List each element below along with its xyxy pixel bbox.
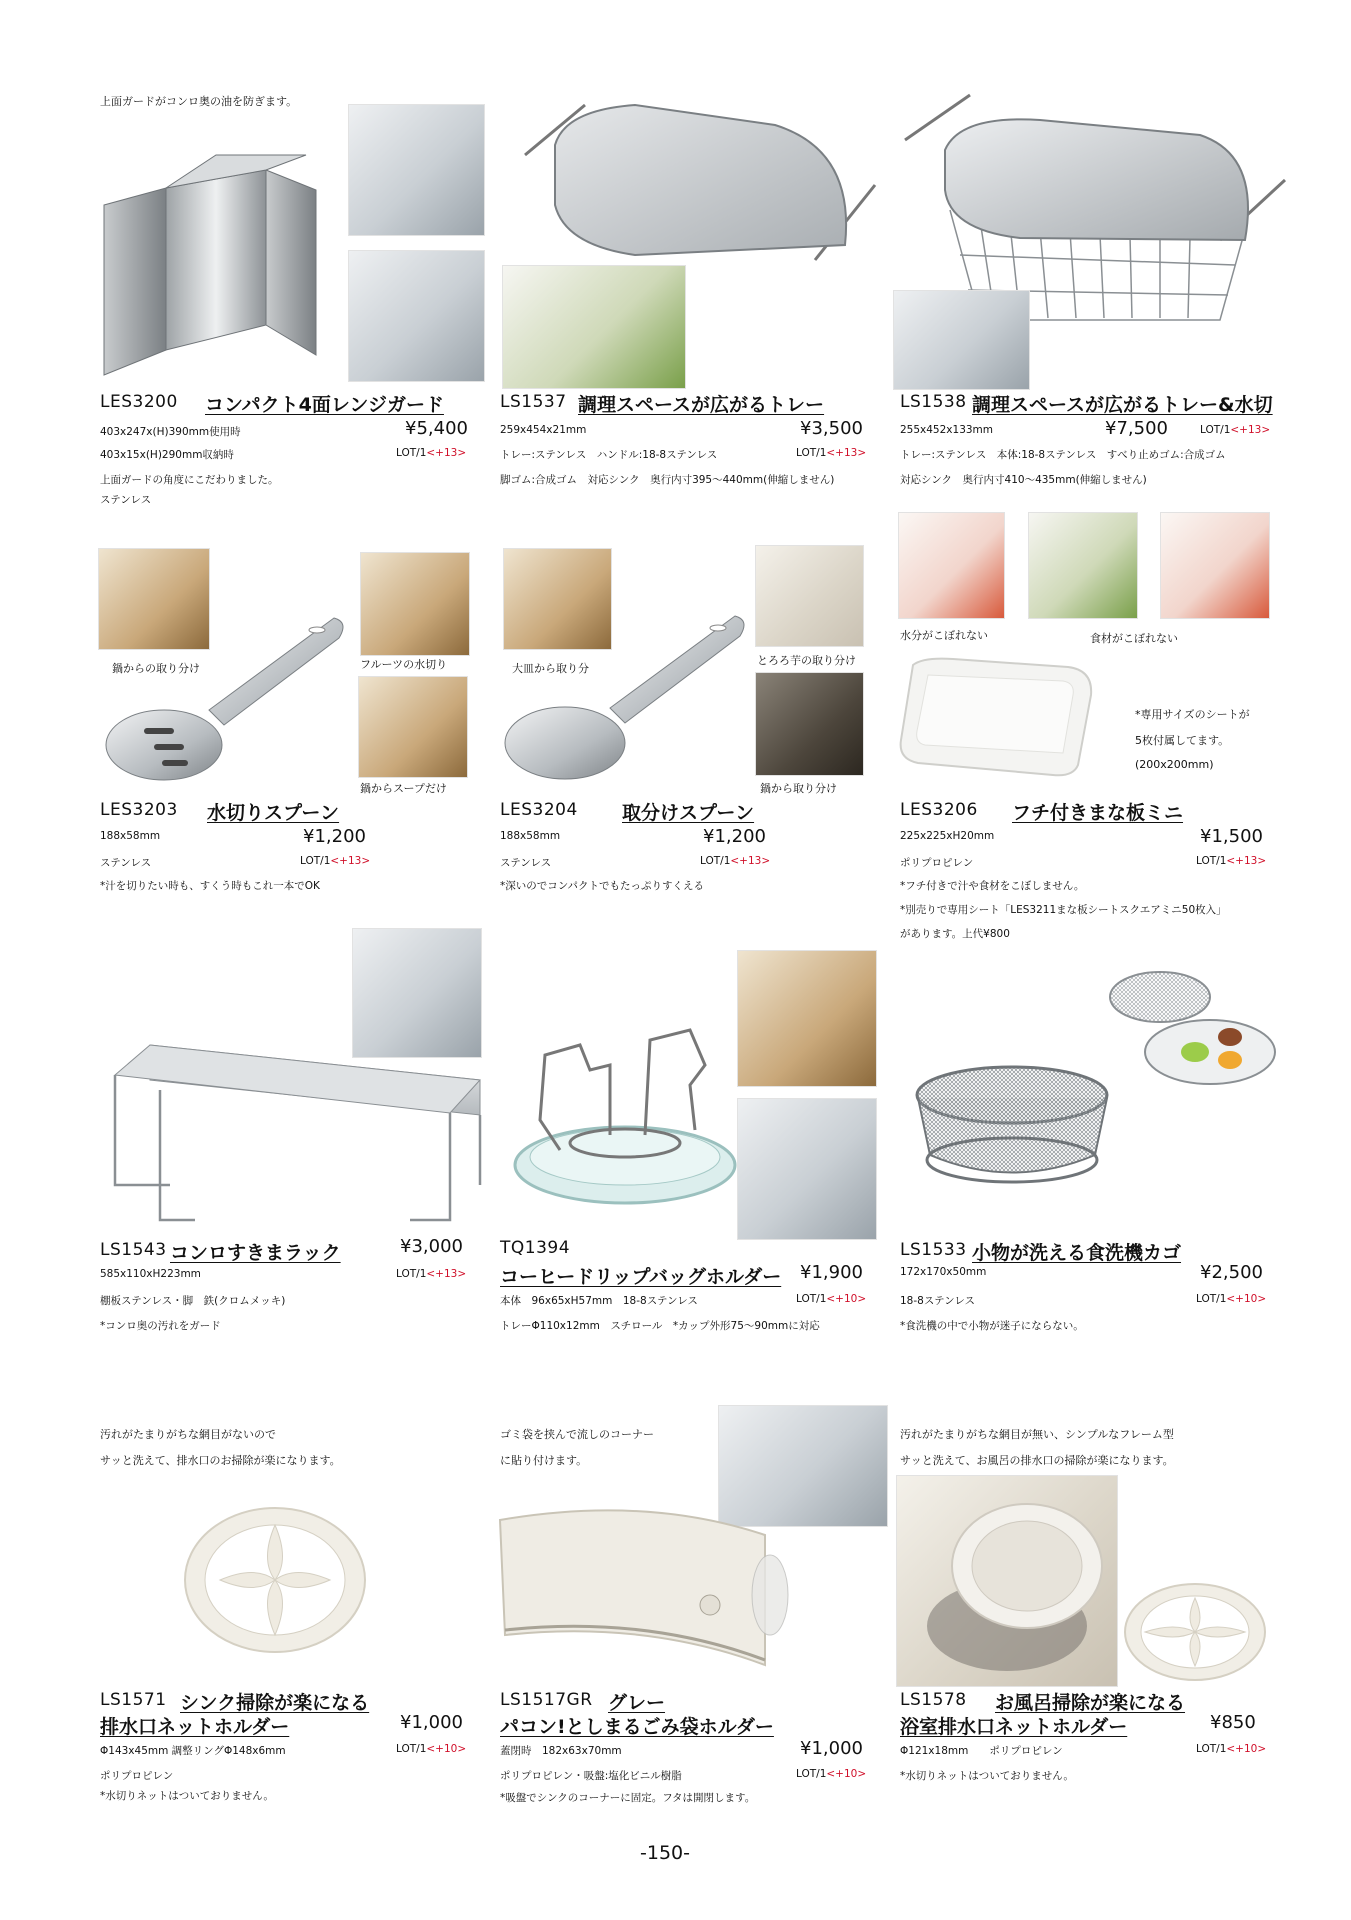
product-name: フチ付きまな板ミニ xyxy=(1012,802,1184,824)
lot-info: LOT/1<+10> xyxy=(396,1743,467,1755)
product-spec: トレー:ステンレス ハンドル:18-8ステンレス xyxy=(500,449,718,461)
product-name-line2: 排水口ネットホルダー xyxy=(100,1716,290,1738)
photo-caption: 鍋からの取り分け xyxy=(112,662,200,675)
product-description: *水切りネットはついておりません。 xyxy=(900,1770,1074,1782)
product-name-line1: シンク掃除が楽になる xyxy=(180,1692,370,1714)
photo-caption: とろろ芋の取り分け xyxy=(757,654,856,667)
product-spec: 本体 96x65xH57mm 18-8ステンレス xyxy=(500,1295,698,1307)
bath-net-holder-image xyxy=(1120,1580,1270,1685)
sheet-note: *専用サイズのシートが xyxy=(1135,708,1250,721)
product-name: 水切りスプーン xyxy=(207,802,340,824)
drip-bag-usage-photo xyxy=(737,950,877,1087)
product-name: コンロすきまラック xyxy=(170,1242,341,1264)
range-guard-usage-photo xyxy=(348,104,485,236)
product-material: 棚板ステンレス・脚 鉄(クロムメッキ) xyxy=(100,1295,286,1307)
product-spec: 172x170x50mm xyxy=(900,1266,987,1278)
dishwasher-basket-with-items-image xyxy=(1100,962,1280,1092)
product-code: LS1571 xyxy=(100,1690,167,1710)
product-description: *別売りで専用シート「LES3211まな板シートスクエアミニ50枚入」 xyxy=(900,904,1227,916)
product-price: ¥1,000 xyxy=(400,1712,463,1733)
drip-bag-holder-image xyxy=(510,1025,740,1210)
product-price: ¥3,000 xyxy=(400,1236,463,1257)
product-code: LES3204 xyxy=(500,800,578,820)
product-spec: Φ143x45mm 調整リングΦ148x6mm xyxy=(100,1745,286,1757)
cutting-board-image xyxy=(893,655,1098,780)
lot-info: LOT/1<+13> xyxy=(1196,855,1267,867)
fruit-draining-photo xyxy=(360,552,470,656)
product-note: ゴミ袋を挟んで流しのコーナー xyxy=(500,1428,654,1441)
product-spec: 403x15x(H)290mm収納時 xyxy=(100,449,234,461)
product-price: ¥5,400 xyxy=(405,418,468,439)
product-spec: 188x58mm xyxy=(500,830,561,842)
product-code: LS1538 xyxy=(900,392,967,412)
product-name-line2: 浴室排水口ネットホルダー xyxy=(900,1716,1128,1738)
product-price: ¥1,900 xyxy=(800,1262,863,1283)
product-spec: 蓋閉時 182x63x70mm xyxy=(500,1745,622,1757)
sheet-note: 5枚付属してます。 xyxy=(1135,734,1230,747)
sheet-note: (200x200mm) xyxy=(1135,758,1214,771)
product-description: *汁を切りたい時も、すくう時もこれ一本でOK xyxy=(100,880,320,892)
tomato-cutting-photo xyxy=(1160,512,1270,619)
product-note: 汚れがたまりがちな網目が無い、シンプルなフレーム型 xyxy=(900,1428,1174,1441)
product-description: *フチ付きで汁や食材をこぼしません。 xyxy=(900,880,1085,892)
photo-caption: 鍋からスープだけ xyxy=(360,782,447,795)
product-material: ポリプロピレン xyxy=(100,1770,174,1782)
product-note: に貼り付けます。 xyxy=(500,1454,588,1467)
lot-info: LOT/1<+10> xyxy=(796,1293,867,1305)
product-code: LS1578 xyxy=(900,1690,967,1710)
product-name-line1: グレー xyxy=(608,1692,666,1714)
lot-info: LOT/1<+13> xyxy=(700,855,771,867)
lot-info: LOT/1<+10> xyxy=(1196,1293,1267,1305)
product-description: *吸盤でシンクのコーナーに固定。フタは開閉します。 xyxy=(500,1792,756,1804)
sink-tray-usage-photo xyxy=(502,265,686,389)
lot-info: LOT/1<+10> xyxy=(1196,1743,1267,1755)
product-price: ¥1,000 xyxy=(800,1738,863,1759)
product-name: コーヒードリップバッグホルダー xyxy=(500,1266,782,1288)
product-note: 上面ガードがコンロ奥の油を防ぎます。 xyxy=(100,95,298,108)
product-spec: 255x452x133mm xyxy=(900,424,994,436)
herb-cutting-photo xyxy=(1028,512,1138,619)
product-material: ポリプロピレン・吸盤:塩化ビニル樹脂 xyxy=(500,1770,682,1782)
product-price: ¥7,500 xyxy=(1105,418,1168,439)
product-description: *コンロ奥の汚れをガード xyxy=(100,1320,221,1332)
photo-caption: 水分がこぼれない xyxy=(900,629,988,642)
photo-caption: 大皿から取り分 xyxy=(512,662,589,675)
stove-gap-rack-image xyxy=(110,1035,490,1230)
product-spec: 259x454x21mm xyxy=(500,424,587,436)
lot-info: LOT/1<+13> xyxy=(1200,424,1271,436)
lot-info: LOT/1<+10> xyxy=(796,1768,867,1780)
product-material: ステンレス xyxy=(500,857,552,869)
product-spec: 585x110xH223mm xyxy=(100,1268,201,1280)
product-description: 脚ゴム:合成ゴム 対応シンク 奥行内寸395～440mm(伸縮しません) xyxy=(500,474,835,486)
lot-info: LOT/1<+13> xyxy=(796,447,867,459)
product-price: ¥1,200 xyxy=(703,826,766,847)
product-price: ¥1,500 xyxy=(1200,826,1263,847)
sink-net-holder-image xyxy=(180,1500,370,1665)
product-name: 取分けスプーン xyxy=(622,802,755,824)
product-name-line2: パコン!としまるごみ袋ホルダー xyxy=(500,1716,774,1738)
product-name: 調理スペースが広がるトレー&水切 xyxy=(972,394,1273,416)
product-name-line1: お風呂掃除が楽になる xyxy=(995,1692,1186,1714)
bath-drain-usage-photo xyxy=(896,1475,1118,1687)
product-name: コンパクト4面レンジガード xyxy=(205,394,444,416)
photo-caption: フルーツの水切り xyxy=(360,658,448,671)
soup-from-pot-photo xyxy=(358,676,468,778)
product-code: LS1537 xyxy=(500,392,567,412)
product-note: サッと洗えて、お風呂の排水口の掃除が楽になります。 xyxy=(900,1454,1174,1467)
range-guard-detail-photo xyxy=(348,250,485,382)
product-material: ステンレス xyxy=(100,857,152,869)
product-material: ステンレス xyxy=(100,494,152,506)
serving-spoon-image xyxy=(500,608,755,788)
product-code: LS1517GR xyxy=(500,1690,593,1710)
photo-caption: 鍋から取り分け xyxy=(760,782,837,795)
product-code: LES3200 xyxy=(100,392,178,412)
product-description: 対応シンク 奥行内寸410～435mm(伸縮しません) xyxy=(900,474,1147,486)
product-description: があります。上代¥800 xyxy=(900,928,1010,940)
product-description: 上面ガードの角度にこだわりました。 xyxy=(100,474,279,486)
product-description: *食洗機の中で小物が迷子にならない。 xyxy=(900,1320,1084,1332)
product-price: ¥1,200 xyxy=(303,826,366,847)
product-code: LES3203 xyxy=(100,800,178,820)
product-code: LES3206 xyxy=(900,800,978,820)
product-note: 汚れがたまりがちな網目がないので xyxy=(100,1428,276,1441)
photo-caption: 食材がこぼれない xyxy=(1090,632,1178,645)
grated-yam-photo xyxy=(755,545,864,647)
product-price: ¥850 xyxy=(1210,1712,1256,1733)
serving-stew-photo xyxy=(755,672,864,776)
product-spec: 225x225xH20mm xyxy=(900,830,995,842)
dishwasher-basket-image xyxy=(910,1060,1115,1190)
lot-info: LOT/1<+13> xyxy=(396,1268,467,1280)
product-price: ¥3,500 xyxy=(800,418,863,439)
product-code: LS1533 xyxy=(900,1240,967,1260)
product-spec: 403x247x(H)390mm使用時 xyxy=(100,426,241,438)
lot-info: LOT/1<+13> xyxy=(396,447,467,459)
range-guard-image xyxy=(96,150,332,390)
sink-tray-image xyxy=(515,95,885,270)
product-spec: Φ121x18mm ポリプロピレン xyxy=(900,1745,1063,1757)
slotted-spoon-image xyxy=(104,610,354,790)
product-price: ¥2,500 xyxy=(1200,1262,1263,1283)
product-spec: トレー:ステンレス 本体:18-8ステンレス すべり止めゴム:合成ゴム xyxy=(900,449,1226,461)
page-number: -150- xyxy=(640,1842,690,1864)
trash-bag-holder-image xyxy=(495,1500,795,1680)
product-name: 小物が洗える食洗機カゴ xyxy=(972,1242,1182,1264)
product-material: ポリプロピレン xyxy=(900,857,974,869)
product-spec: 188x58mm xyxy=(100,830,161,842)
drip-bag-holder-detail-photo xyxy=(737,1098,877,1240)
product-note: サッと洗えて、排水口のお掃除が楽になります。 xyxy=(100,1454,341,1467)
product-description: *水切りネットはついておりません。 xyxy=(100,1790,274,1802)
product-spec: トレーΦ110x12mm スチロール *カップ外形75～90mmに対応 xyxy=(500,1320,820,1332)
product-description: *深いのでコンパクトでもたっぷりすくえる xyxy=(500,880,705,892)
product-code: LS1543 xyxy=(100,1240,167,1260)
juice-cutting-photo xyxy=(898,512,1005,619)
product-material: 18-8ステンレス xyxy=(900,1295,976,1307)
product-name: 調理スペースが広がるトレー xyxy=(578,394,825,416)
lot-info: LOT/1<+13> xyxy=(300,855,371,867)
tray-drainer-usage-photo xyxy=(893,290,1030,390)
product-code: TQ1394 xyxy=(500,1238,571,1258)
